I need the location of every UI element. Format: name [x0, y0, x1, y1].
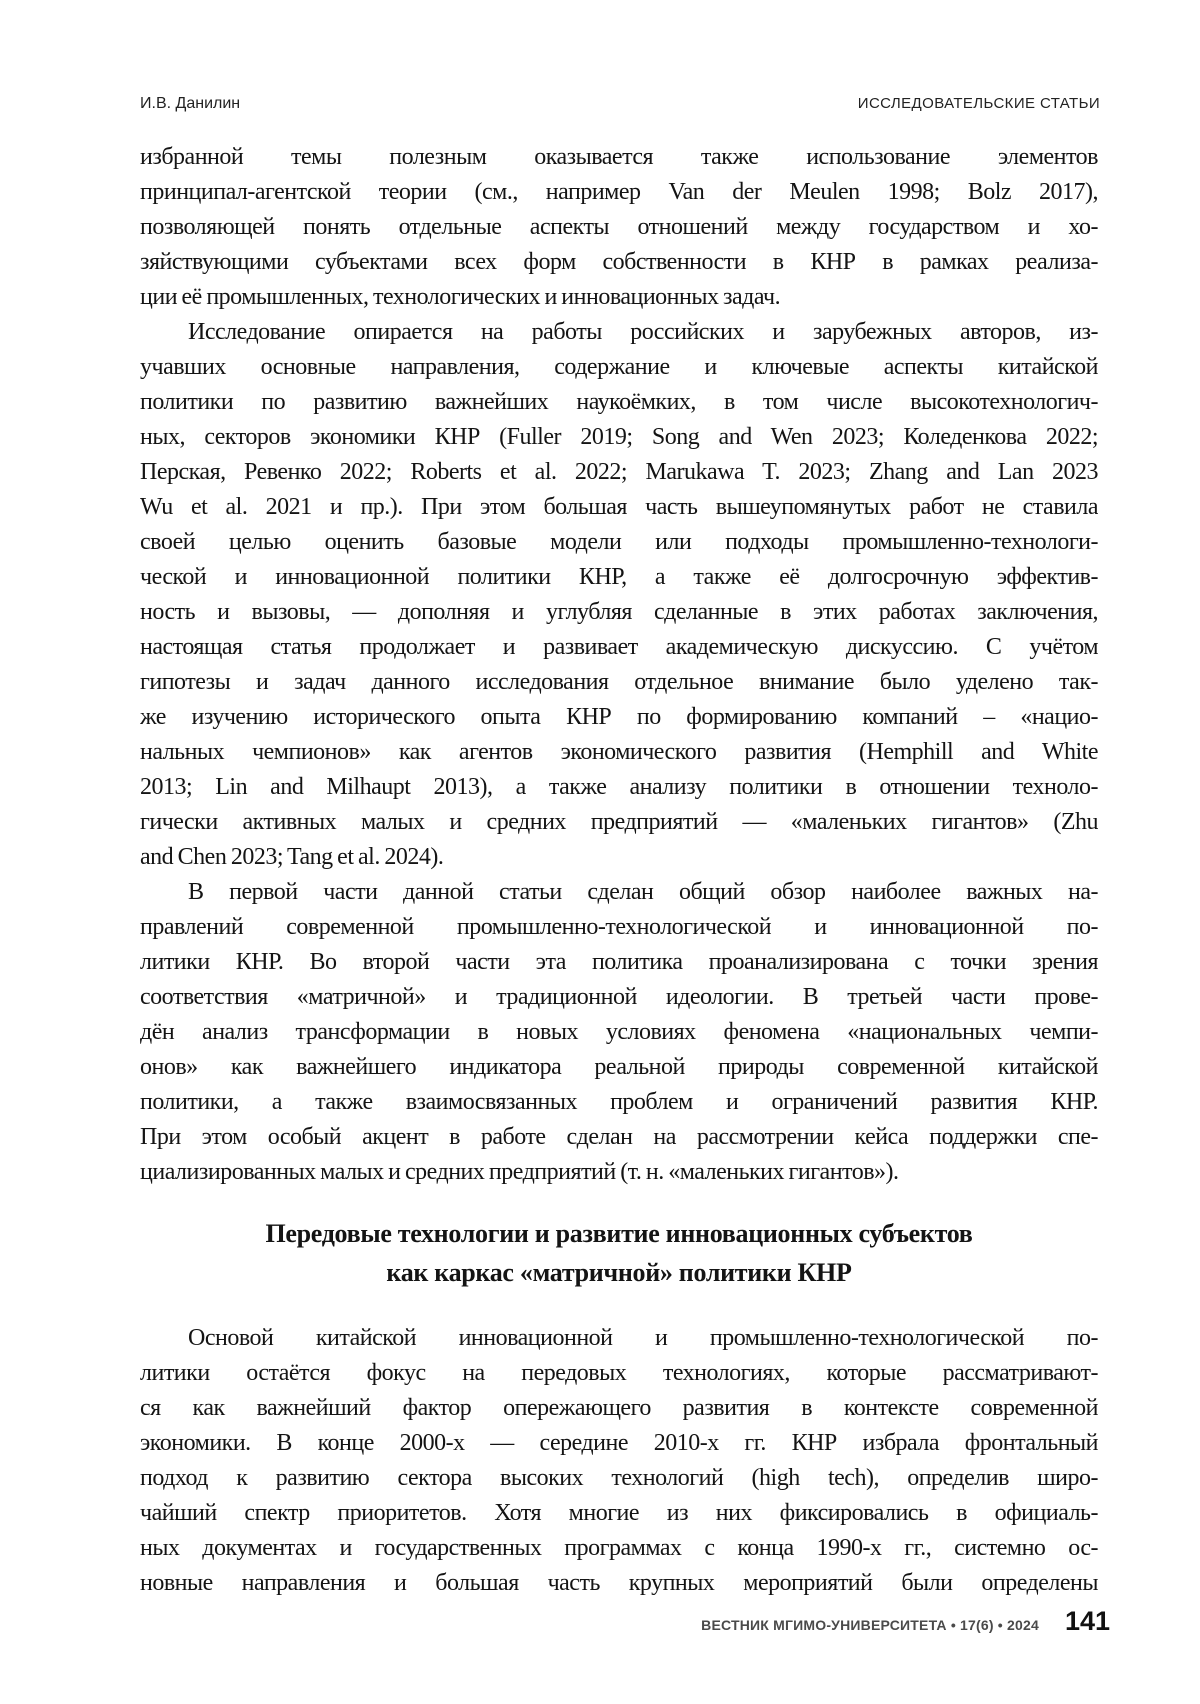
paragraph: [140, 1321, 1098, 1601]
heading-line: Передовые технологии и развитие инновационных субъектов: [265, 1219, 973, 1248]
text-line: нальных чемпионов» как агентов экономического развития (Hemphill and White: [140, 739, 1098, 765]
text-line: дён анализ трансформации в новых условиях феномена «национальных чемпи-: [140, 1019, 1098, 1045]
text-line: чайший спектр приоритетов. Хотя многие из них фиксировались в официаль-: [140, 1500, 1098, 1526]
text-line: позволяющей понять отдельные аспекты отношений между государством и хо-: [140, 214, 1098, 240]
text-line: своей целью оценить базовые модели или подходы промышленно-технологи-: [140, 529, 1098, 555]
text-line: ность и вызовы, — дополняя и углубляя сделанные в этих работах заключения,: [140, 599, 1098, 625]
heading-line: как каркас «матричной» политики КНР: [386, 1258, 852, 1287]
text-line: ных документах и государственных программах с конца 1990-х гг., системно ос-: [140, 1535, 1098, 1561]
text-line: экономики. В конце 2000-х — середине 2010-х гг. КНР избрала фронтальный: [140, 1430, 1098, 1456]
text-line: же изучению исторического опыта КНР по формированию компаний – «нацио-: [140, 704, 1098, 730]
text-line: ных, секторов экономики КНР (Fuller 2019; Song and Wen 2023; Коледенкова 2022;: [140, 424, 1098, 450]
text-line: гически активных малых и средних предприятий — «маленьких гигантов» (Zhu: [140, 809, 1098, 835]
running-head-author: И.В. Данилин: [140, 95, 241, 112]
article-body: [140, 140, 1098, 1601]
text-line: политики, а также взаимосвязанных проблем и ограничений развития КНР.: [140, 1089, 1098, 1115]
text-line: ции её промышленных, технологических и инновационных задач.: [140, 284, 781, 310]
text-line: учавших основные направления, содержание и ключевые аспекты китайской: [140, 354, 1098, 380]
text-line: подход к развитию сектора высоких технологий (high tech), определив широ-: [140, 1465, 1098, 1491]
text-line: ческой и инновационной политики КНР, а также её долгосрочную эффектив-: [140, 564, 1098, 590]
section-heading: [140, 1214, 1098, 1292]
text-line: ся как важнейший фактор опережающего развития в контексте современной: [140, 1395, 1098, 1421]
text-line: зяйствующими субъектами всех форм собственности в КНР в рамках реализа-: [140, 249, 1098, 275]
paragraph: [140, 315, 1098, 875]
paragraph: [140, 875, 1098, 1190]
text-line: новные направления и большая часть крупных мероприятий были определены: [140, 1570, 1098, 1596]
text-line: литики КНР. Во второй части эта политика проанализирована с точки зрения: [140, 949, 1098, 975]
journal-title: ВЕСТНИК МГИМО-УНИВЕРСИТЕТА • 17(6) • 2024: [701, 1617, 1039, 1633]
page-footer: [701, 1606, 1110, 1637]
text-line: правлений современной промышленно-технологической и инновационной по-: [140, 914, 1098, 940]
text-line: 2013; Lin and Milhaupt 2013), а также анализу политики в отношении техноло-: [140, 774, 1098, 800]
text-line: and Chen 2023; Tang et al. 2024).: [140, 844, 444, 870]
text-line: гипотезы и задач данного исследования отдельное внимание было уделено так-: [140, 669, 1098, 695]
text-line: политики по развитию важнейших наукоёмких, в том числе высокотехнологич-: [140, 389, 1098, 415]
text-line: циализированных малых и средних предприятий (т. н. «маленьких гигантов»).: [140, 1159, 899, 1185]
text-line: Перская, Ревенко 2022; Roberts et al. 2022; Marukawa T. 2023; Zhang and Lan 2023: [140, 459, 1098, 485]
text-line: избранной темы полезным оказывается также использование элементов: [140, 144, 1098, 170]
text-line: настоящая статья продолжает и развивает академическую дискуссию. С учётом: [140, 634, 1098, 660]
text-line: принципал-агентской теории (см., например Van der Meulen 1998; Bolz 2017),: [140, 179, 1098, 205]
text-line: Wu et al. 2021 и пр.). При этом большая часть вышеупомянутых работ не ставила: [140, 494, 1098, 520]
text-line: литики остаётся фокус на передовых технологиях, которые рассматривают-: [140, 1360, 1098, 1386]
running-head-section: ИССЛЕДОВАТЕЛЬСКИЕ СТАТЬИ: [857, 95, 1100, 112]
paragraph: [140, 140, 1098, 315]
page-number: 141: [1064, 1606, 1110, 1636]
text-line: соответствия «матричной» и традиционной идеологии. В третьей части прове-: [140, 984, 1098, 1010]
text-line: онов» как важнейшего индикатора реальной природы современной китайской: [140, 1054, 1098, 1080]
text-line: Исследование опирается на работы российских и зарубежных авторов, из-: [188, 319, 1098, 345]
text-line: В первой части данной статьи сделан общий обзор наиболее важных на-: [188, 879, 1098, 905]
text-line: Основой китайской инновационной и промышленно-технологической по-: [188, 1325, 1098, 1351]
text-line: При этом особый акцент в работе сделан на рассмотрении кейса поддержки спе-: [140, 1124, 1098, 1150]
page-header: [140, 95, 1100, 113]
